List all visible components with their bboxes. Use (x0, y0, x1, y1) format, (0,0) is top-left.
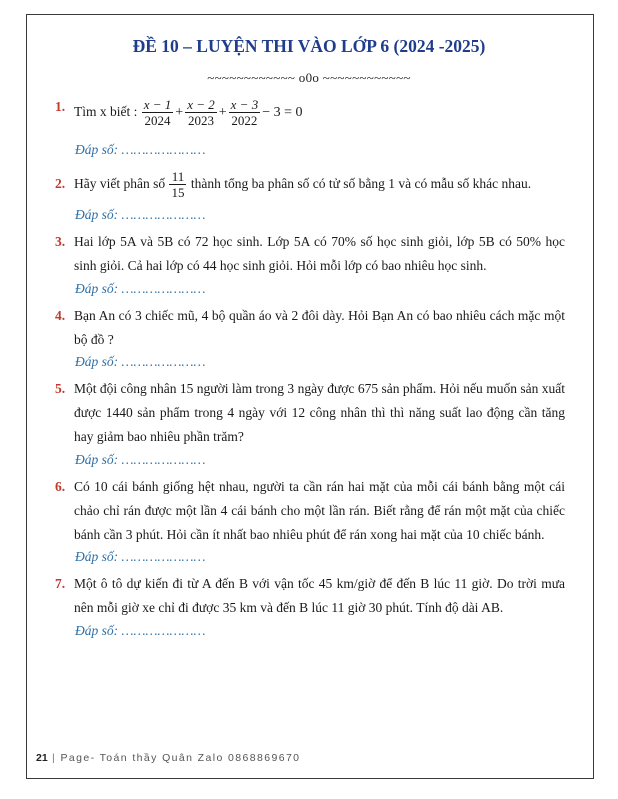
answer-label: Đáp số: (75, 142, 119, 157)
fraction-2-denominator: 2023 (187, 113, 214, 129)
question-6-text: Có 10 cái bánh giống hệt nhau, người ta cần rán hai mặt của mỗi cái bánh bằng một cái chảo chỉ rán được một lần 4 cái bánh cho một lần rán. Biết rằng để rán một mặt của chiếc bánh cần 3 phút. Hỏi cần ít nhất bao nhiêu phút để rán xong hai mặt của 10 chiếc bánh. (74, 479, 565, 542)
plus-sign: + (218, 104, 227, 120)
page-number: 21 (36, 752, 48, 764)
fraction-3 (229, 97, 261, 128)
answer-label: Đáp số: (75, 549, 119, 564)
plus-sign: + (175, 104, 184, 120)
question-number: 3. (55, 234, 66, 249)
answer-blank: ………………… (121, 354, 206, 369)
answer-label: Đáp số: (75, 623, 119, 638)
fraction-denominator: 15 (171, 185, 185, 201)
question-1 (55, 95, 565, 130)
question-number: 1. (55, 99, 66, 114)
question-2 (55, 165, 565, 203)
answer-line-2 (75, 207, 206, 223)
question-3 (55, 230, 565, 278)
fraction-3-numerator: x − 3 (230, 97, 259, 113)
question-1-lead: Tìm x biết : (74, 104, 138, 119)
answer-label: Đáp số: (75, 281, 119, 296)
fraction-1-numerator: x − 1 (143, 97, 172, 113)
footer-separator: | (52, 752, 57, 764)
question-number: 6. (55, 479, 66, 494)
answer-line-1 (75, 142, 206, 158)
question-5 (55, 377, 565, 449)
answer-blank: ………………… (121, 281, 206, 296)
answer-label: Đáp số: (75, 354, 119, 369)
fraction-numerator: 11 (169, 169, 186, 185)
title-divider: ~~~~~~~~~~~~ o0o ~~~~~~~~~~~~ (207, 70, 411, 85)
answer-line-3 (75, 281, 206, 297)
answer-label: Đáp số: (75, 452, 119, 467)
question-4-text: Bạn An có 3 chiếc mũ, 4 bộ quần áo và 2 đôi dày. Hỏi Bạn An có bao nhiêu cách mặc một bộ đồ ? (74, 308, 565, 347)
question-6 (55, 475, 565, 547)
question-4 (55, 304, 565, 352)
footer-text: Page- Toán thầy Quân Zalo 0868869670 (60, 752, 301, 764)
answer-line-5 (75, 452, 206, 468)
fraction-3-denominator: 2022 (231, 113, 258, 129)
answer-blank: ………………… (121, 452, 206, 467)
question-number: 5. (55, 381, 66, 396)
fraction-2-numerator: x − 2 (187, 97, 215, 113)
question-7 (55, 572, 565, 620)
question-number: 7. (55, 576, 66, 591)
question-3-text: Hai lớp 5A và 5B có 72 học sinh. Lớp 5A có 70% số học sinh giỏi, lớp 5B có 50% học sinh giỏi. Cả hai lớp có 44 học sinh giỏi. Hỏi mỗi lớp có bao nhiêu học sinh. (74, 234, 565, 273)
question-number: 2. (55, 176, 66, 191)
answer-label: Đáp số: (75, 207, 119, 222)
answer-blank: ………………… (121, 549, 206, 564)
answer-blank: ………………… (121, 207, 206, 222)
fraction-1-denominator: 2024 (144, 113, 171, 129)
answer-line-6 (75, 549, 206, 565)
question-2-lead: Hãy viết phân số (74, 176, 166, 191)
fraction-11-15 (169, 169, 186, 200)
answer-blank: ………………… (121, 142, 206, 157)
equation-tail: − 3 = 0 (262, 104, 303, 120)
answer-blank: ………………… (121, 623, 206, 638)
page-footer (36, 752, 300, 764)
fraction-1 (142, 97, 174, 128)
page-title: ĐỀ 10 – LUYỆN THI VÀO LỚP 6 (2024 -2025) (132, 36, 486, 56)
question-7-text: Một ô tô dự kiến đi từ A đến B với vận tốc 45 km/giờ để đến B lúc 11 giờ. Do trời mưa nên mỗi giờ xe chỉ đi được 35 km và đến B lúc 11 giờ 30 phút. Tính độ dài AB. (74, 576, 565, 615)
question-2-tail: thành tổng ba phân số có tử số bằng 1 và có mẫu số khác nhau. (190, 176, 532, 191)
question-number: 4. (55, 308, 66, 323)
answer-line-7 (75, 623, 206, 639)
fraction-2 (185, 97, 217, 128)
question-5-text: Một đội công nhân 15 người làm trong 3 ngày được 675 sản phẩm. Hỏi nếu muốn sản xuất được 1440 sản phẩm trong 4 ngày với 12 công nhân thì thì năng suất lao động cần tăng hay giảm bao nhiêu phần trăm? (74, 381, 565, 444)
answer-line-4 (75, 354, 206, 370)
